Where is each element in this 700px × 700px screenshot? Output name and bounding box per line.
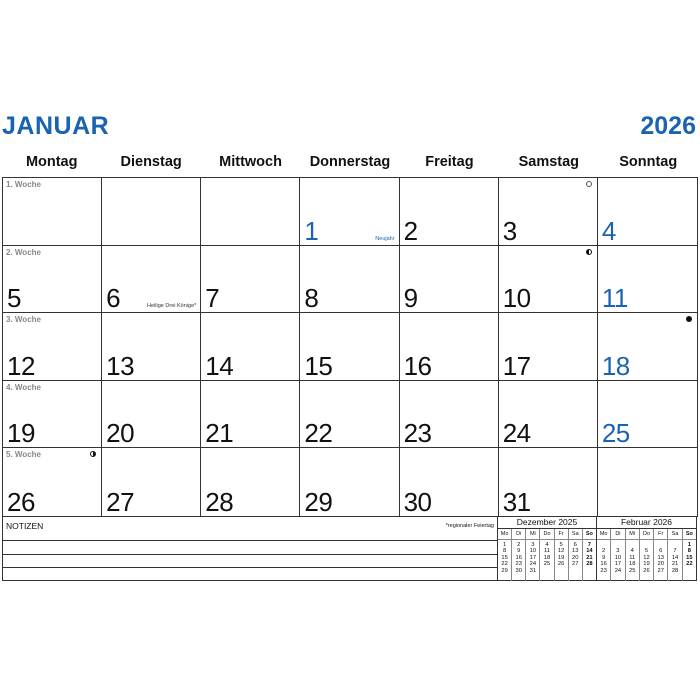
day-cell [400, 381, 499, 449]
day-cell [598, 246, 697, 314]
mini-calendar-column [569, 529, 583, 581]
mini-calendar-title: Dezember 2025 [498, 516, 596, 529]
day-number: 6 [106, 283, 121, 314]
mini-calendar-february [597, 516, 697, 581]
day-cell [300, 246, 399, 314]
mini-calendar-weekday: Mi [526, 529, 539, 540]
mini-calendar-days: 2 9 16 23 [600, 548, 607, 574]
mini-calendar-column [540, 529, 554, 581]
mini-calendar-weekday: Mo [597, 529, 610, 540]
mini-calendar-column [555, 529, 569, 581]
mini-calendar-weekday: So [583, 529, 596, 540]
week-label: 2. Woche [6, 247, 41, 257]
calendar-grid [2, 177, 698, 517]
mini-calendar-days: 3 10 17 24 31 [529, 542, 537, 574]
day-number: 23 [403, 418, 432, 449]
day-number: 12 [7, 350, 35, 381]
weekday-tuesday: Dienstag [120, 154, 182, 170]
day-number: 22 [304, 418, 333, 449]
mini-calendar-days: 3 10 17 24 [614, 548, 622, 574]
mini-calendar-title: Februar 2026 [597, 516, 696, 529]
mini-calendar-body [597, 529, 696, 581]
mini-calendar-column [512, 529, 526, 581]
mini-calendar-days: 5 12 19 26 [643, 548, 650, 574]
day-cell [3, 381, 102, 449]
moon-phase-full-icon [586, 181, 592, 187]
moon-phase-new-icon [686, 316, 692, 322]
mini-calendar-column [526, 529, 540, 581]
day-number: 10 [502, 283, 531, 314]
mini-calendar-weekday: Fr [555, 529, 568, 540]
day-cell [400, 448, 499, 516]
day-cell [499, 313, 598, 381]
day-cell [102, 313, 201, 381]
day-cell [499, 448, 598, 516]
mini-calendar-days: 7 14 21 28 [586, 542, 593, 568]
day-number: 8 [304, 283, 319, 314]
day-number: 30 [403, 486, 432, 517]
notes-line [3, 554, 497, 555]
day-cell [300, 381, 399, 449]
day-cell [3, 178, 102, 246]
day-cell [598, 381, 697, 449]
day-number: 24 [502, 418, 531, 449]
mini-calendar-december [497, 516, 597, 581]
notes-label: NOTIZEN [6, 521, 44, 531]
mini-calendar-days: 7 14 21 28 [671, 548, 679, 574]
mini-calendar-weekday: Mo [498, 529, 511, 540]
weekday-saturday: Samstag [518, 154, 580, 170]
mini-calendar-days: 5 12 19 26 [557, 542, 565, 568]
day-cell [201, 381, 300, 449]
day-cell [201, 448, 300, 516]
day-number: 17 [502, 350, 531, 381]
day-cell [102, 246, 201, 314]
weekday-wednesday: Mittwoch [219, 154, 282, 170]
mini-calendar-days: 6 13 20 27 [657, 548, 664, 574]
mini-calendar-weekday: Sa [569, 529, 582, 540]
mini-calendar-column [640, 529, 654, 581]
mini-calendar-weekday: Mi [626, 529, 639, 540]
week-label: 5. Woche [6, 450, 41, 460]
regional-holiday-footnote: *regionaler Feiertag [445, 523, 494, 529]
mini-calendar-column [668, 529, 682, 581]
mini-calendar-column [597, 529, 611, 581]
day-number: 18 [601, 350, 630, 381]
mini-calendar-column [498, 529, 512, 581]
mini-calendar-days: 6 13 20 27 [572, 542, 579, 568]
day-cell [300, 313, 399, 381]
day-number: 19 [7, 418, 35, 449]
mini-calendar-column [654, 529, 668, 581]
day-cell [400, 246, 499, 314]
week-label: 1. Woche [6, 180, 41, 189]
mini-calendar-weekday: Di [512, 529, 525, 540]
day-number: 14 [205, 350, 234, 381]
mini-calendar-days: 2 9 16 23 30 [515, 542, 522, 574]
day-number: 2 [403, 215, 418, 246]
mini-calendar-weekday: So [683, 529, 696, 540]
day-number: 26 [7, 486, 35, 517]
mini-calendar-weekday: Do [540, 529, 553, 540]
day-number: 16 [403, 350, 432, 381]
day-cell [3, 448, 102, 516]
day-number: 15 [304, 350, 333, 381]
notes-line [3, 567, 497, 568]
mini-calendar-days: 4 11 18 25 [543, 542, 551, 568]
mini-calendar-weekday: Di [611, 529, 624, 540]
day-cell [300, 178, 399, 246]
mini-calendar-days: 1 8 15 22 [686, 542, 693, 568]
day-cell [400, 178, 499, 246]
day-number: 1 [304, 215, 319, 246]
year-title: 2026 [640, 112, 696, 140]
mini-calendar-column [611, 529, 625, 581]
day-cell [201, 313, 300, 381]
day-number: 28 [205, 486, 234, 517]
day-number: 7 [205, 283, 220, 314]
day-number: 21 [205, 418, 234, 449]
mini-calendar-weekday: Fr [654, 529, 667, 540]
day-number: 9 [403, 283, 418, 314]
moon-phase-last-icon [586, 249, 592, 255]
weekday-sunday: Sonntag [619, 154, 678, 170]
day-cell [499, 381, 598, 449]
weekday-friday: Freitag [425, 154, 474, 170]
notes-line [3, 540, 497, 541]
day-cell [598, 313, 697, 381]
day-number: 31 [502, 486, 531, 517]
day-cell [499, 178, 598, 246]
day-cell [499, 246, 598, 314]
mini-calendar-weekday: Sa [668, 529, 681, 540]
day-number: 3 [502, 215, 517, 246]
day-cell [300, 448, 399, 516]
weekday-monday: Montag [25, 154, 78, 170]
mini-calendar-days: 1 8 15 22 29 [501, 542, 508, 574]
mini-calendar-weekday: Do [640, 529, 653, 540]
mini-calendar-days: 4 11 18 25 [628, 548, 636, 574]
day-number: 11 [601, 283, 628, 314]
day-number: 13 [106, 350, 135, 381]
day-cell [3, 246, 102, 314]
day-number: 4 [601, 215, 616, 246]
day-number: 29 [304, 486, 333, 517]
week-label: 4. Woche [6, 382, 41, 392]
day-number: 20 [106, 418, 135, 449]
day-cell [102, 381, 201, 449]
mini-calendar-body [498, 529, 596, 581]
day-cell [3, 313, 102, 381]
day-number: 27 [106, 486, 135, 517]
moon-phase-first-icon [90, 451, 96, 457]
holiday-label: Heilige Drei Könige* [147, 303, 197, 310]
day-cell [102, 448, 201, 516]
day-cell [400, 313, 499, 381]
day-cell [201, 246, 300, 314]
month-title: JANUAR [2, 112, 110, 140]
weekday-header [2, 152, 698, 176]
day-number: 25 [601, 418, 630, 449]
mini-calendar-column [626, 529, 640, 581]
weekday-thursday: Donnerstag [309, 154, 391, 170]
notes-area [2, 516, 497, 581]
day-cell [598, 178, 697, 246]
day-cell [102, 178, 201, 246]
day-cell [598, 448, 697, 516]
holiday-label: Neujahr [375, 235, 395, 242]
day-cell [201, 178, 300, 246]
mini-calendar-column [583, 529, 596, 581]
day-number: 5 [7, 283, 21, 314]
mini-calendar-column [683, 529, 696, 581]
week-label: 3. Woche [6, 315, 41, 325]
